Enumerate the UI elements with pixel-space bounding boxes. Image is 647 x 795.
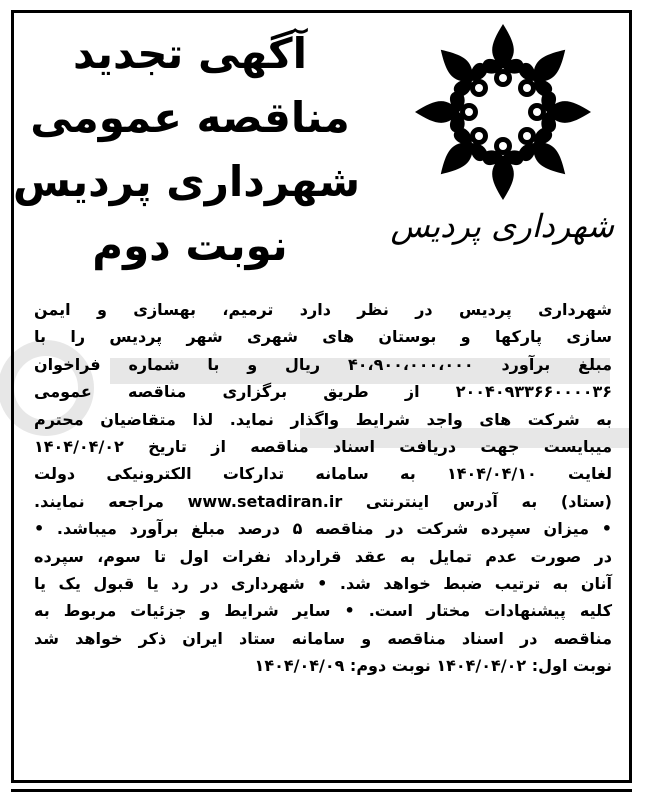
body-line-4: ۲۰۰۴۰۹۳۳۶۶۰۰۰۰۳۶ از طریق برگزاری مناقصه عمومی [34, 382, 612, 402]
body-line-6: میبایست جهت دریافت اسناد مناقصه از تاریخ ۱۴۰۴/۰۴/۰۲ [34, 437, 612, 457]
logo-caption: شهرداری پردیس [390, 207, 614, 245]
bottom-divider [11, 789, 632, 795]
body-line-2: سازی پارکها و بوستان های شهری شهر پردیس را با [34, 327, 612, 347]
body-line-13: مناقصه در اسناد مناقصه و سامانه ستاد ایران ذکر خواهد شد [34, 628, 612, 648]
title-line-1: آگهی تجدید [73, 29, 307, 78]
title-line-2: مناقصه عمومی [30, 93, 350, 142]
body-line-8: (ستاد) به آدرس اینترنتی www.setadiran.ir مراجعه نمایند. [34, 491, 612, 511]
notice-title [13, 22, 360, 278]
title-line-4: نوبت دوم [92, 221, 288, 270]
body-line-10: در صورت عدم تمایل به عقد قرارداد نفرات اول تا سوم، سپرده [34, 546, 612, 566]
municipality-logo [392, 20, 614, 282]
body-line-3: مبلغ برآورد ۴۰،۹۰۰،۰۰۰،۰۰۰ ریال و با شماره فراخوان [34, 354, 612, 374]
body-line-14: نوبت اول: ۱۴۰۴/۰۴/۰۲ نوبت دوم: ۱۴۰۴/۰۴/۰۹ [254, 656, 612, 676]
body-line-7: لغایت ۱۴۰۴/۰۴/۱۰ به سامانه تدارکات الکترونیکی دولت [34, 464, 613, 484]
notice-body [34, 296, 612, 680]
body-line-1: شهرداری پردیس در نظر دارد ترمیم، بهسازی و ایمن [34, 300, 612, 319]
body-line-5: به شرکت های واجد شرایط واگذار نماید. لذا متقاضیان محترم [34, 409, 612, 429]
title-line-3: شهرداری پردیس [13, 157, 360, 206]
body-line-12: کلیه پیشنهادات مختار است. • سایر شرایط و جزئیات مربوط به [34, 601, 612, 621]
body-line-9: • میزان سپرده شرکت در مناقصه ۵ درصد مبلغ برآورد میباشد. • [34, 519, 612, 539]
municipality-emblem-icon [392, 20, 614, 206]
body-line-11: آنان به ترتیب ضبط خواهد شد. • شهرداری در رد یا قبول یک یا [34, 574, 612, 594]
